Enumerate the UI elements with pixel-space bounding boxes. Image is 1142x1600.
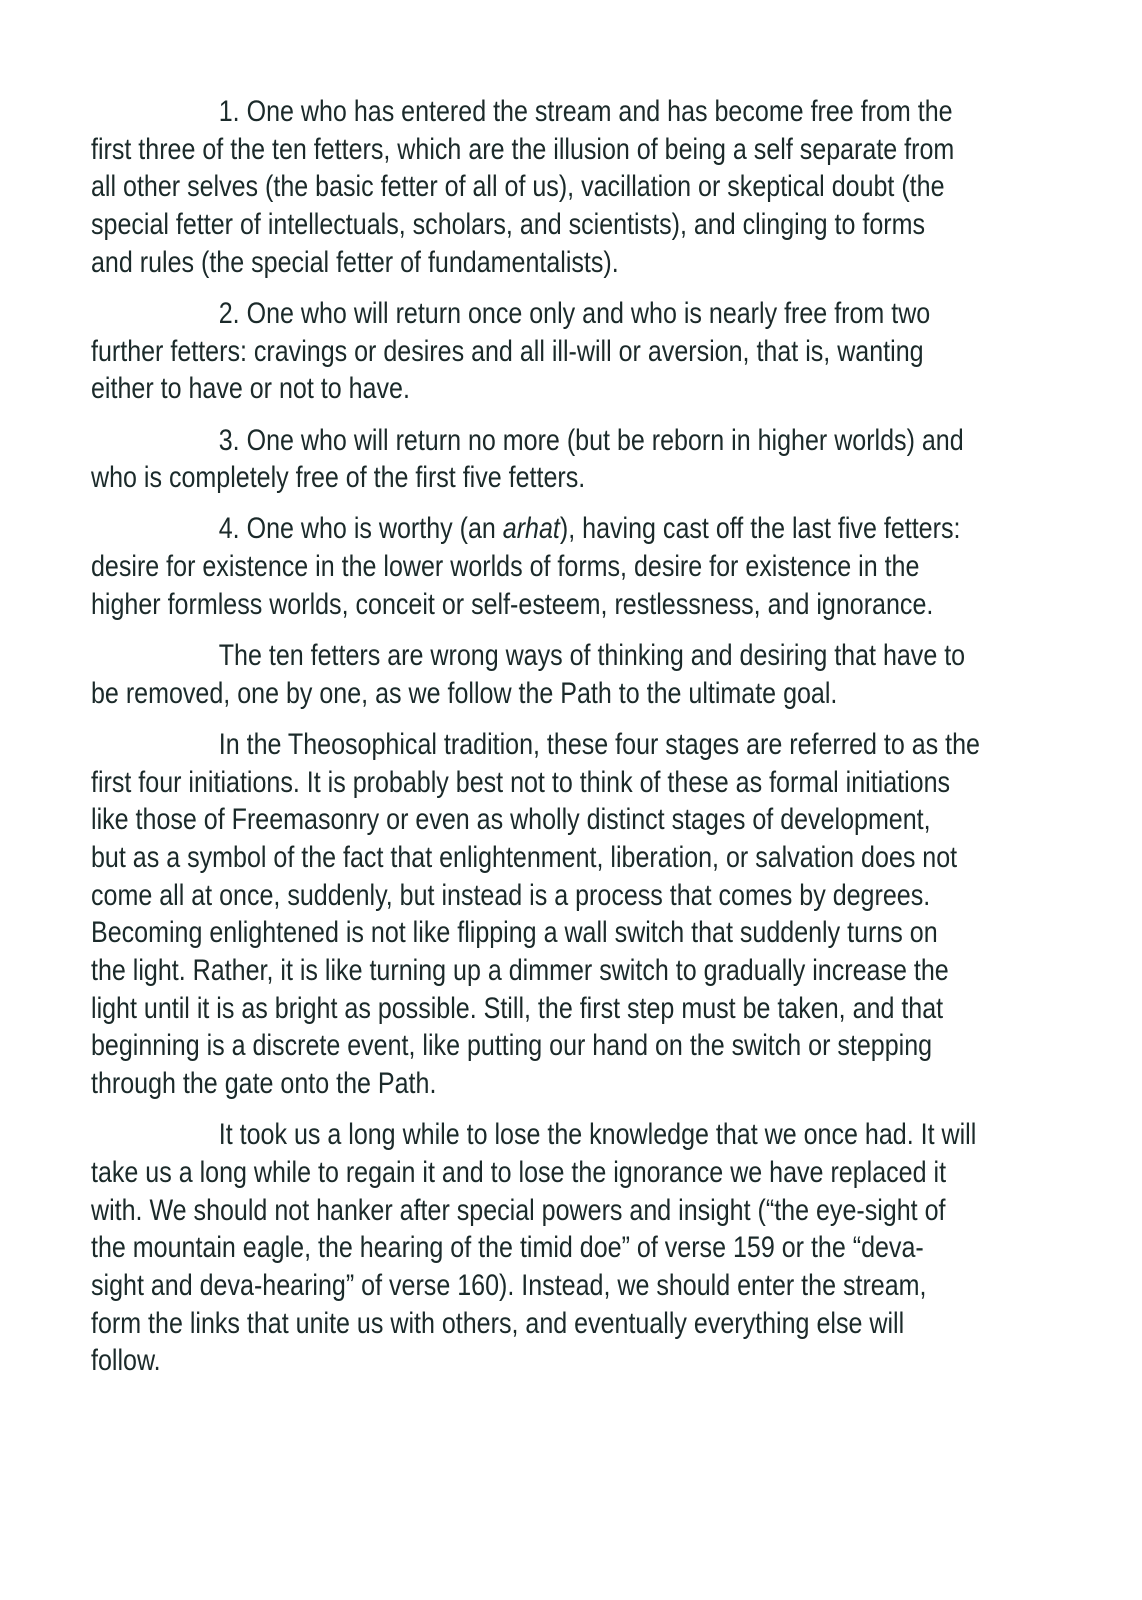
text-line: 1. One who has entered the stream and has become free from the: [218, 95, 953, 128]
text-line: form the links that unite us with others, and eventually everything else will: [91, 1306, 905, 1340]
text-line: beginning is a discrete event, like putting our hand on the switch or stepping: [91, 1029, 933, 1063]
italic-term-arhat: arhat: [502, 512, 560, 546]
text-line: who is completely free of the first five fetters.: [91, 461, 586, 495]
text-line: 3. One who will return no more (but be reborn in higher worlds) and: [218, 423, 964, 457]
text-line: through the gate onto the Path.: [91, 1067, 437, 1100]
text-line: sight and deva-hearing” of verse 160). Instead, we should enter the stream,: [91, 1268, 927, 1302]
text-line: but as a symbol of the fact that enlightenment, liberation, or salvation does not: [91, 840, 958, 874]
text-line: Becoming enlightened is not like flipping a wall switch that suddenly turns on: [91, 916, 938, 950]
document-page: [91, 93, 1026, 1394]
text-line: desire for existence in the lower worlds of forms, desire for existence in the: [91, 550, 920, 584]
paragraph-stage-1: [91, 93, 1026, 281]
text-line: either to have or not to have.: [91, 372, 410, 406]
paragraph-theosophical-tradition: [91, 726, 1026, 1103]
paragraph-ten-fetters: [91, 637, 1026, 712]
text-line: the mountain eagle, the hearing of the timid doe” of verse 159 or the “deva-: [91, 1231, 924, 1265]
text-line: special fetter of intellectuals, scholars, and scientists), and clinging to forms: [91, 208, 926, 242]
text-line: first four initiations. It is probably best not to think of these as formal initiations: [91, 765, 951, 799]
text-line: In the Theosophical tradition, these four stages are referred to as the: [218, 727, 981, 761]
text-line: light until it is as bright as possible. Still, the first step must be taken, and that: [91, 991, 944, 1025]
text-line: higher formless worlds, conceit or self-esteem, restlessness, and ignorance.: [91, 587, 934, 621]
text-line: come all at once, suddenly, but instead is a process that comes by degrees.: [91, 878, 931, 912]
text-segment: ), having cast off the last five fetters:: [559, 512, 961, 546]
paragraph-stage-4: [91, 510, 1026, 623]
text-line: further fetters: cravings or desires and all ill-will or aversion, that is, wanting: [91, 334, 924, 368]
paragraph-conclusion: [91, 1116, 1026, 1380]
text-line: take us a long while to regain it and to lose the ignorance we have replaced it: [91, 1155, 947, 1189]
text-line: [91, 510, 961, 548]
text-line: all other selves (the basic fetter of all of us), vacillation or skeptical doubt (the: [91, 170, 945, 204]
text-segment: 4. One who is worthy (an: [218, 512, 503, 546]
text-line: It took us a long while to lose the knowledge that we once had. It will: [218, 1118, 977, 1152]
paragraph-stage-3: [91, 422, 1026, 497]
text-line: be removed, one by one, as we follow the Path to the ultimate goal.: [91, 676, 838, 710]
text-line: with. We should not hanker after special powers and insight (“the eye-sight of: [91, 1193, 946, 1227]
text-line: follow.: [91, 1344, 161, 1378]
text-line: like those of Freemasonry or even as wholly distinct stages of development,: [91, 803, 931, 837]
text-line: and rules (the special fetter of fundamentalists).: [91, 245, 619, 279]
text-line: 2. One who will return once only and who is nearly free from two: [218, 296, 931, 330]
text-line: the light. Rather, it is like turning up a dimmer switch to gradually increase the: [91, 953, 949, 987]
text-line: The ten fetters are wrong ways of thinking and desiring that have to: [218, 638, 966, 672]
paragraph-stage-2: [91, 295, 1026, 408]
text-line: first three of the ten fetters, which are the illusion of being a self separate from: [91, 132, 955, 166]
